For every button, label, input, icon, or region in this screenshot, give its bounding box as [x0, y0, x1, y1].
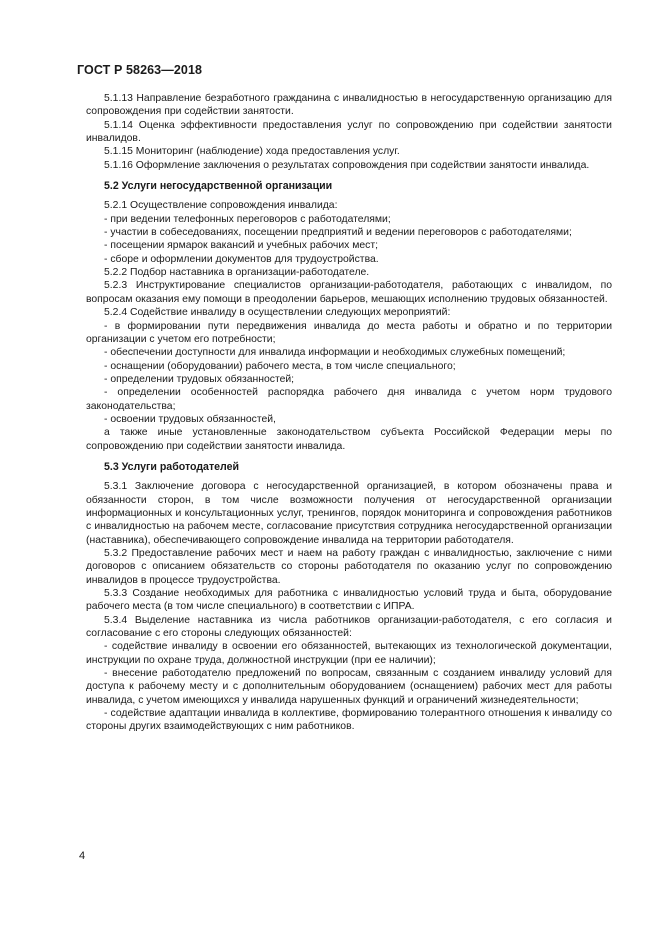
- paragraph-5-1-15: 5.1.15 Мониторинг (наблюдение) хода предоставления услуг.: [104, 146, 400, 158]
- list-item-5-2-1-b: - участии в собеседованиях, посещении предприятий и ведении переговоров с работодателями;: [104, 227, 572, 239]
- list-item-5-3-4-c: - содействие адаптации инвалида в коллективе, формированию толерантного отношения к инвалиду со стороны других взаимодействующих с ним работников.: [86, 708, 612, 733]
- list-item-5-2-4-b: - обеспечении доступности для инвалида информации и необходимых служебных помещений;: [104, 347, 566, 359]
- paragraph-5-2-2: 5.2.2 Подбор наставника в организации-работодателе.: [104, 267, 370, 279]
- list-item-5-3-4-b: - внесение работодателю предложений по вопросам, связанным с созданием инвалиду условий для доступа к рабочему месту и с дополнительным оборудованием (оснащением) рабочих мест для работы инвалида, с учетом имеющихся у инвалида нарушенных функций и ограничений жизнедеятельности;: [86, 668, 612, 706]
- list-item-5-2-4-f: - освоении трудовых обязанностей,: [104, 413, 276, 425]
- document-body: [86, 92, 612, 734]
- list-item-5-2-4-g: а также иные установленные законодательством субъекта Российской Федерации меры по сопровождению при содействии занятости инвалида.: [86, 427, 612, 452]
- paragraph-5-3-1: 5.3.1 Заключение договора с негосударственной организацией, в котором обозначены права и обязанности сторон, в том числе возможности получения от негосударственной организации информационных и консультационных услуг, тренингов, порядок мониторинга и сопровождения работников с инвалидностью на рабочем месте, согласование присутствия сотрудника негосударственной организации (наставника), обеспечивающего сопровождение инвалида на территории работодателя.: [86, 481, 612, 546]
- page-number: 4: [79, 850, 86, 862]
- paragraph-5-3-2: 5.3.2 Предоставление рабочих мест и наем на работу граждан с инвалидностью, заключение с ними договоров с описанием обязательств со стороны работодателя по оказанию услуг по сопровождению инвалидов в процессе трудоустройства.: [86, 548, 612, 586]
- list-item-5-2-4-e: - определении особенностей распорядка рабочего дня инвалида с учетом норм трудового законодательства;: [86, 387, 612, 412]
- list-item-5-2-1-d: - сборе и оформлении документов для трудоустройства.: [104, 253, 379, 265]
- document-header: ГОСТ Р 58263—2018: [77, 63, 203, 77]
- paragraph-5-3-4: 5.3.4 Выделение наставника из числа работников организации-работодателя, с его согласия и согласование с его стороны следующих обязанностей:: [86, 614, 612, 640]
- list-item-5-2-1-c: - посещении ярмарок вакансий и учебных рабочих мест;: [104, 240, 378, 252]
- list-item-5-2-4-d: - определении трудовых обязанностей;: [104, 373, 295, 385]
- paragraph-5-2-1: 5.2.1 Осуществление сопровождения инвалида:: [104, 200, 338, 212]
- list-item-5-2-1-a: - при ведении телефонных переговоров с работодателями;: [104, 213, 391, 225]
- paragraph-5-1-14: 5.1.14 Оценка эффективности предоставления услуг по сопровождению при содействии занятости инвалидов.: [86, 119, 612, 145]
- list-item-5-2-4-c: - оснащении (оборудовании) рабочего места, в том числе специального;: [104, 360, 456, 372]
- paragraph-5-2-4: 5.2.4 Содействие инвалиду в осуществлении следующих мероприятий:: [104, 307, 451, 319]
- paragraph-5-3-3: 5.3.3 Создание необходимых для работника с инвалидностью условий труда и быта, оборудование рабочего места (в том числе специального) в соответствии с ИПРА.: [86, 588, 612, 613]
- paragraph-5-2-3: 5.2.3 Инструктирование специалистов организации-работодателя, работающих с инвалидом, по вопросам оказания ему помощи в преодолении барьеров, мешающих исполнению трудовых обязанностей.: [86, 280, 612, 305]
- list-item-5-3-4-a: - содействие инвалиду в освоении его обязанностей, вытекающих из технологической документации, инструкции по охране труда, должностной инструкции (при ее наличии);: [86, 641, 612, 666]
- paragraph-5-1-13: 5.1.13 Направление безработного гражданина с инвалидностью в негосударственную организацию для сопровождения при содействии занятости.: [86, 93, 612, 118]
- section-heading-5-2: 5.2 Услуги негосударственной организации: [104, 180, 333, 193]
- paragraph-5-1-16: 5.1.16 Оформление заключения о результатах сопровождения при содействии занятости инвалида.: [104, 159, 590, 171]
- list-item-5-2-4-a: - в формировании пути передвижения инвалида до места работы и обратно и по территории организации с учетом его потребности;: [86, 320, 612, 345]
- section-heading-5-3: 5.3 Услуги работодателей: [104, 460, 240, 473]
